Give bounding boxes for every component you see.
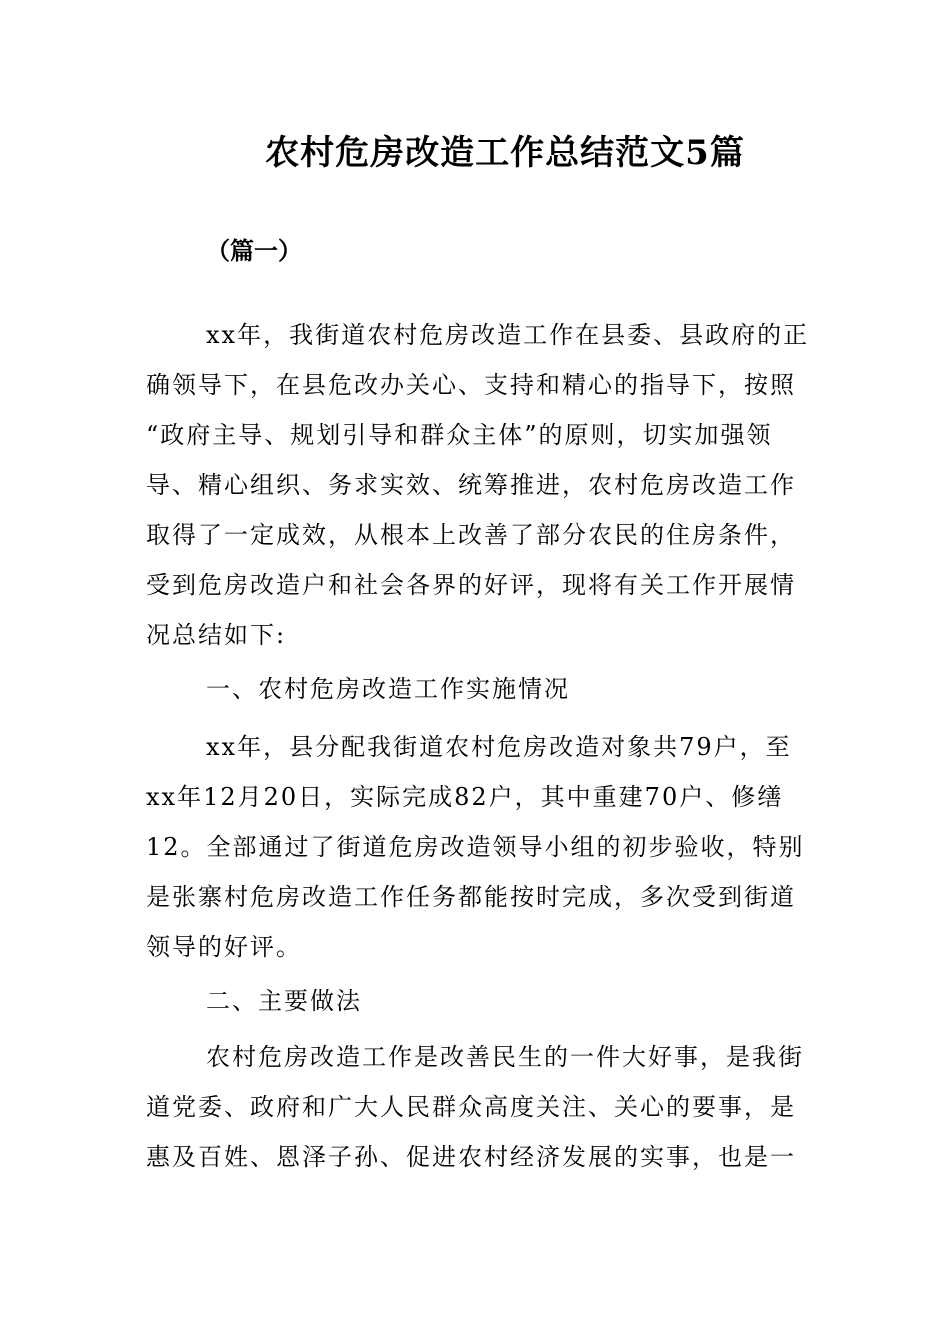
document-title: 农村危房改造工作总结范文5篇 xyxy=(265,133,745,173)
text-line: 惠及百姓、恩泽子孙、促进农村经济发展的实事，也是一 xyxy=(146,1143,796,1171)
paragraph-implementation xyxy=(146,722,806,972)
text-line: 领导的好评。 xyxy=(146,933,302,961)
text-line: xx年，我街道农村危房改造工作在县委、县政府的正 xyxy=(206,321,810,349)
text-line: 受到危房改造户和社会各界的好评，现将有关工作开展情 xyxy=(146,571,796,599)
paragraph-intro xyxy=(146,310,810,660)
text-line: 12。全部通过了街道危房改造领导小组的初步验收，特别 xyxy=(146,833,805,861)
text-line: 农村危房改造工作是改善民生的一件大好事，是我街 xyxy=(206,1043,804,1071)
section-heading-1 xyxy=(146,664,806,714)
paragraph-practices xyxy=(146,1032,806,1182)
text-line: “政府主导、规划引导和群众主体”的原则，切实加强领 xyxy=(146,421,773,449)
text-line: 是张寨村危房改造工作任务都能按时完成，多次受到街道 xyxy=(146,883,796,911)
text-line: xx年，县分配我街道农村危房改造对象共79户，至 xyxy=(206,733,792,761)
text-line: 导、精心组织、务求实效、统筹推进，农村危房改造工作 xyxy=(146,471,796,499)
text-line: xx年12月20日，实际完成82户，其中重建70户、修缮 xyxy=(146,783,784,811)
section-heading-text: 一、农村危房改造工作实施情况 xyxy=(206,675,570,703)
section-heading-2 xyxy=(146,976,806,1026)
section-heading-text: 二、主要做法 xyxy=(206,987,362,1015)
text-line: 取得了一定成效，从根本上改善了部分农民的住房条件， xyxy=(146,521,796,549)
text-line: 道党委、政府和广大人民群众高度关注、关心的要事，是 xyxy=(146,1093,796,1121)
text-line: 确领导下，在县危改办关心、支持和精心的指导下，按照 xyxy=(146,371,796,399)
chapter-heading: （篇一） xyxy=(206,236,302,265)
text-line: 况总结如下: xyxy=(146,621,287,649)
